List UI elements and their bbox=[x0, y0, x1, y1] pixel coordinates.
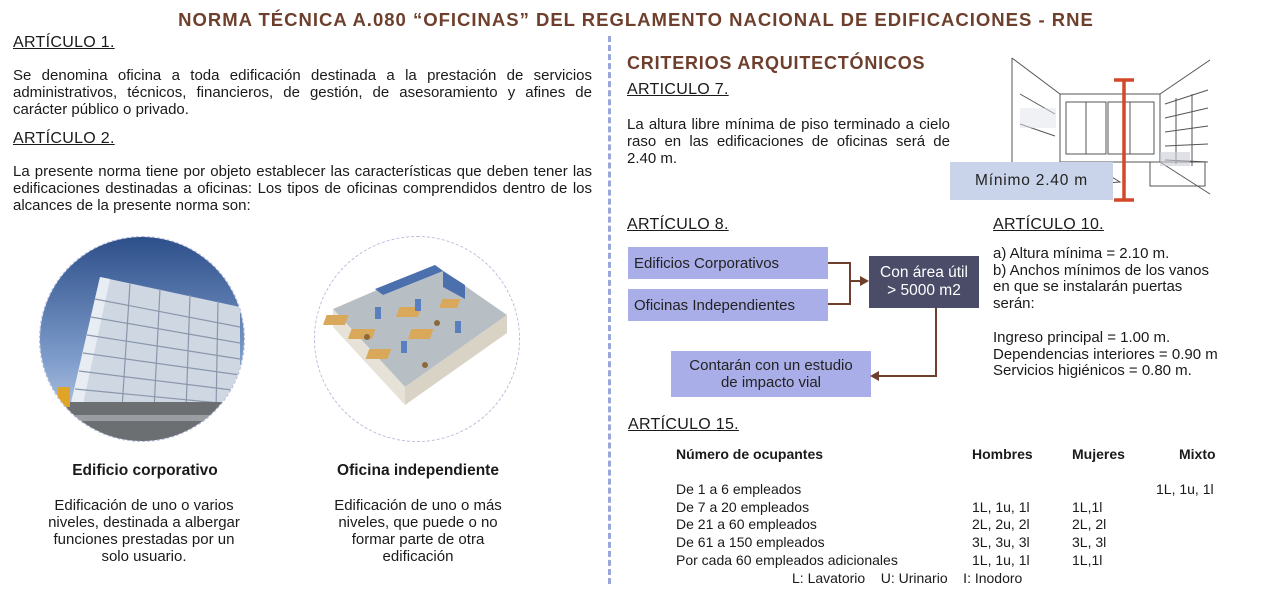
table-cell: De 61 a 150 empleados bbox=[676, 534, 825, 550]
arrow-left-icon bbox=[870, 371, 879, 381]
table-legend: L: Lavatorio U: Urinario I: Inodoro bbox=[792, 570, 1023, 586]
box-independent-offices: Oficinas Independientes bbox=[628, 289, 828, 321]
art7-text: La altura libre mínima de piso terminado a cielo raso en las edificaciones de oficinas será de 2.40 m. bbox=[627, 116, 950, 167]
table-header-mixed: Mixto bbox=[1179, 446, 1216, 462]
criteria-heading: CRITERIOS ARQUITECTÓNICOS bbox=[627, 53, 926, 73]
art1-text: Se denomina oficina a toda edificación destinada a la prestación de servicios administrativos, técnicos, financieros, de gestión, de asesoramiento y afines de carácter público o privado. bbox=[13, 67, 592, 118]
art15-heading: ARTÍCULO 15. bbox=[628, 416, 739, 433]
art10-block-2 bbox=[993, 330, 1218, 380]
table-cell: 2L, 2u, 2l bbox=[972, 516, 1030, 532]
type-independent-desc: Edificación de uno o más niveles, que puede o no formar parte de otra edificación bbox=[334, 497, 502, 565]
arrow-right-icon bbox=[860, 276, 869, 286]
page-title: NORMA TÉCNICA A.080 “OFICINAS” DEL REGLAMENTO NACIONAL DE EDIFICACIONES - RNE bbox=[178, 9, 1094, 30]
corporate-building-image bbox=[39, 236, 245, 442]
art8-heading: ARTÍCULO 8. bbox=[627, 216, 729, 233]
table-cell: 3L, 3l bbox=[1072, 534, 1107, 550]
box-corporate-buildings: Edificios Corporativos bbox=[628, 247, 828, 279]
table-cell: 3L, 3u, 3l bbox=[972, 534, 1030, 550]
table-header-women: Mujeres bbox=[1072, 446, 1125, 462]
art10-block-1 bbox=[993, 246, 1209, 312]
minimum-height-label: Mínimo 2.40 m bbox=[950, 162, 1113, 200]
table-cell: 1L, 1u, 1l bbox=[1156, 481, 1214, 497]
art10-line: Ingreso principal = 1.00 m. bbox=[993, 329, 1171, 346]
independent-office-image bbox=[314, 236, 520, 442]
flow-arrows bbox=[820, 240, 980, 390]
area-line-2: > 5000 m2 bbox=[887, 282, 961, 299]
art10-heading: ARTÍCULO 10. bbox=[993, 216, 1104, 233]
art10-line: en que se instalarán puertas bbox=[993, 278, 1183, 295]
table-cell: De 1 a 6 empleados bbox=[676, 481, 802, 497]
traffic-line-1: Contarán con un estudio bbox=[689, 357, 853, 374]
art10-line: b) Anchos mínimos de los vanos bbox=[993, 261, 1209, 279]
table-cell: 1L, 1u, 1l bbox=[972, 552, 1030, 568]
type-independent-title: Oficina independiente bbox=[337, 462, 499, 479]
art1-heading: ARTÍCULO 1. bbox=[13, 34, 115, 51]
table-cell: Por cada 60 empleados adicionales bbox=[676, 552, 898, 568]
table-cell: 1L,1l bbox=[1072, 499, 1103, 515]
art10-line: serán: bbox=[993, 294, 1035, 312]
traffic-line-2: de impacto vial bbox=[720, 374, 822, 391]
column-divider bbox=[608, 36, 611, 584]
type-corporate-desc: Edificación de uno o varios niveles, destinada a albergar funciones prestadas por un solo usuario. bbox=[48, 497, 240, 565]
art2-heading: ARTÍCULO 2. bbox=[13, 130, 115, 147]
table-cell: De 7 a 20 empleados bbox=[676, 499, 810, 515]
art7-heading: ARTICULO 7. bbox=[627, 81, 729, 98]
type-corporate-title: Edificio corporativo bbox=[72, 462, 218, 479]
table-cell: 1L,1l bbox=[1072, 552, 1103, 568]
table-header-occupants: Número de ocupantes bbox=[676, 446, 824, 462]
art2-text: La presente norma tiene por objeto establecer las características que deben tener las edificaciones destinadas a oficinas: Los tipos de oficinas comprendidos dentro de los alcances de la presente norma son: bbox=[13, 163, 592, 214]
art10-line: Servicios higiénicos = 0.80 m. bbox=[993, 362, 1192, 379]
table-cell: De 21 a 60 empleados bbox=[676, 516, 817, 532]
table-cell: 2L, 2l bbox=[1072, 516, 1107, 532]
art10-line: a) Altura mínima = 2.10 m. bbox=[993, 245, 1170, 262]
office-building-icon bbox=[40, 237, 244, 441]
table-header-men: Hombres bbox=[972, 446, 1033, 462]
area-line-1: Con área útil bbox=[880, 264, 968, 281]
office-floorplan-icon bbox=[315, 237, 519, 441]
table-cell: 1L, 1u, 1l bbox=[972, 499, 1030, 515]
art10-line: Dependencias interiores = 0.90 m bbox=[993, 345, 1218, 363]
